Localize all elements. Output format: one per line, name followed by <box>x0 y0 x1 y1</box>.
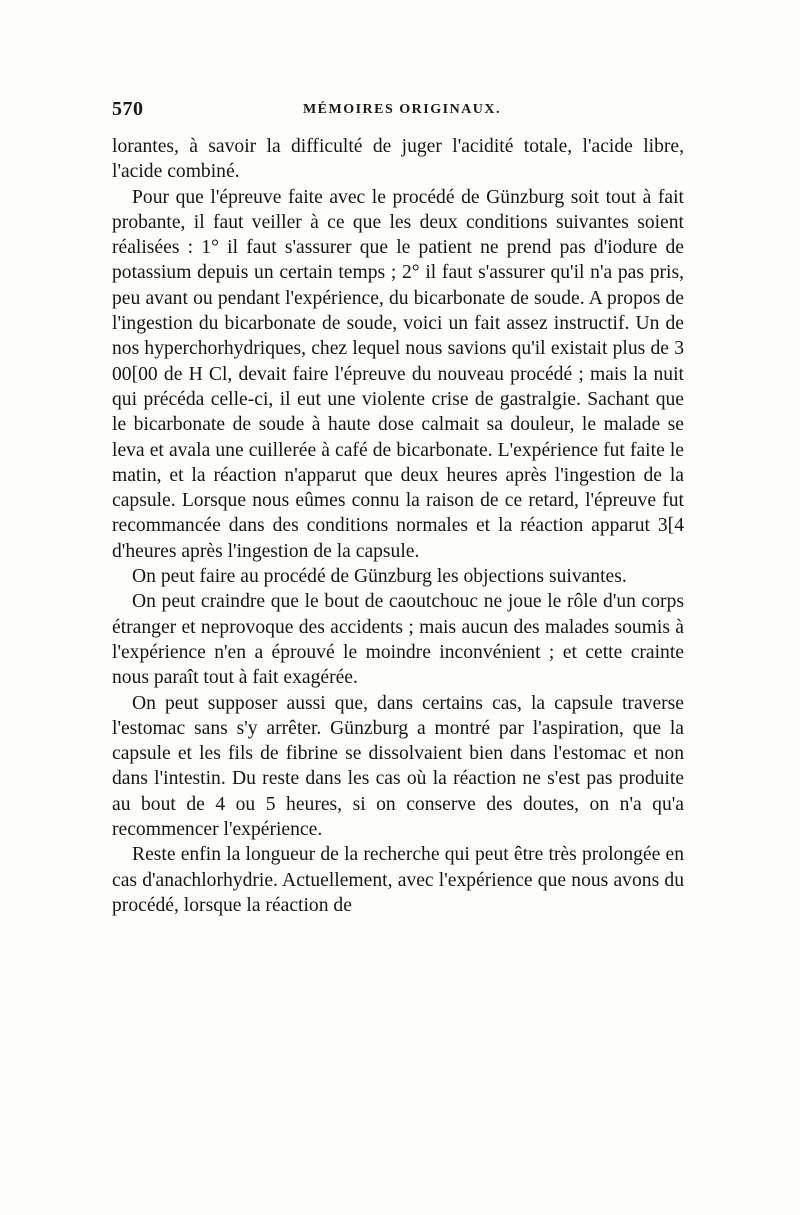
paragraph-continuation: lorantes, à savoir la difficulté de juger l'acidité totale, l'acide libre, l'acide combiné. <box>112 136 684 183</box>
paragraph-gunzburg-conditions: Pour que l'épreuve faite avec le procédé de Günzburg soit tout à fait probante, il faut veiller à ce que les deux conditions suivantes soient réalisées : 1° il faut s'assurer que le patient ne prend pas d'iodure de potassium depuis un certain temps ; 2° il faut s'assurer qu'il n'a pas pris, peu avant ou pendant l'expérience, du bicarbonate de soude. A propos de l'ingestion du bicarbonate de soude, voici un fait assez instructif. Un de nos hyperchorhydriques, chez lequel nous savions qu'il existait plus de 3 00[00 de H Cl, devait faire l'épreuve du nouveau procédé ; mais la nuit qui précéda celle-ci, il eut une violente crise de gastralgie. Sachant que le bicarbonate de soude à haute dose calmait sa douleur, le malade se leva et avala une cuillerée à café de bicarbonate. L'expérience fut faite le matin, et la réaction n'apparut que deux heures après l'ingestion de la capsule. Lorsque nous eûmes connu la raison de ce retard, l'épreuve fut recommancée dans des conditions normales et la réaction apparut 3[4 d'heures après l'ingestion de la capsule. <box>112 186 684 562</box>
page-number: 570 <box>112 98 144 120</box>
paragraph-objections-intro: On peut faire au procédé de Günzburg les objections suivantes. <box>132 566 627 588</box>
paragraph-foreign-body-objection: On peut craindre que le bout de caoutchouc ne joue le rôle d'un corps étranger et neprovoque des accidents ; mais aucun des malades soumis à l'expérience n'en a éprouvé le moindre inconvénient ; et cette crainte nous paraît tout à fait exagérée. <box>112 591 684 689</box>
paragraph-duration-objection: Reste enfin la longueur de la recherche qui peut être très prolongée en cas d'anachlorhydrie. Actuellement, avec l'expérience que nous avons du procédé, lorsque la réaction de <box>112 844 684 916</box>
paragraph-capsule-transit-objection: On peut supposer aussi que, dans certains cas, la capsule traverse l'estomac sans s'y arrêter. Günzburg a montré par l'aspiration, que la capsule et les fils de fibrine se dissolvaient bien dans l'estomac et non dans l'intestin. Du reste dans les cas où la réaction ne s'est pas produite au bout de 4 ou 5 heures, si on conserve des doutes, on n'a qu'a recommencer l'expérience. <box>112 692 684 841</box>
body-text <box>112 134 684 918</box>
page-header <box>112 98 692 126</box>
running-head: MÉMOIRES ORIGINAUX. <box>302 102 502 117</box>
